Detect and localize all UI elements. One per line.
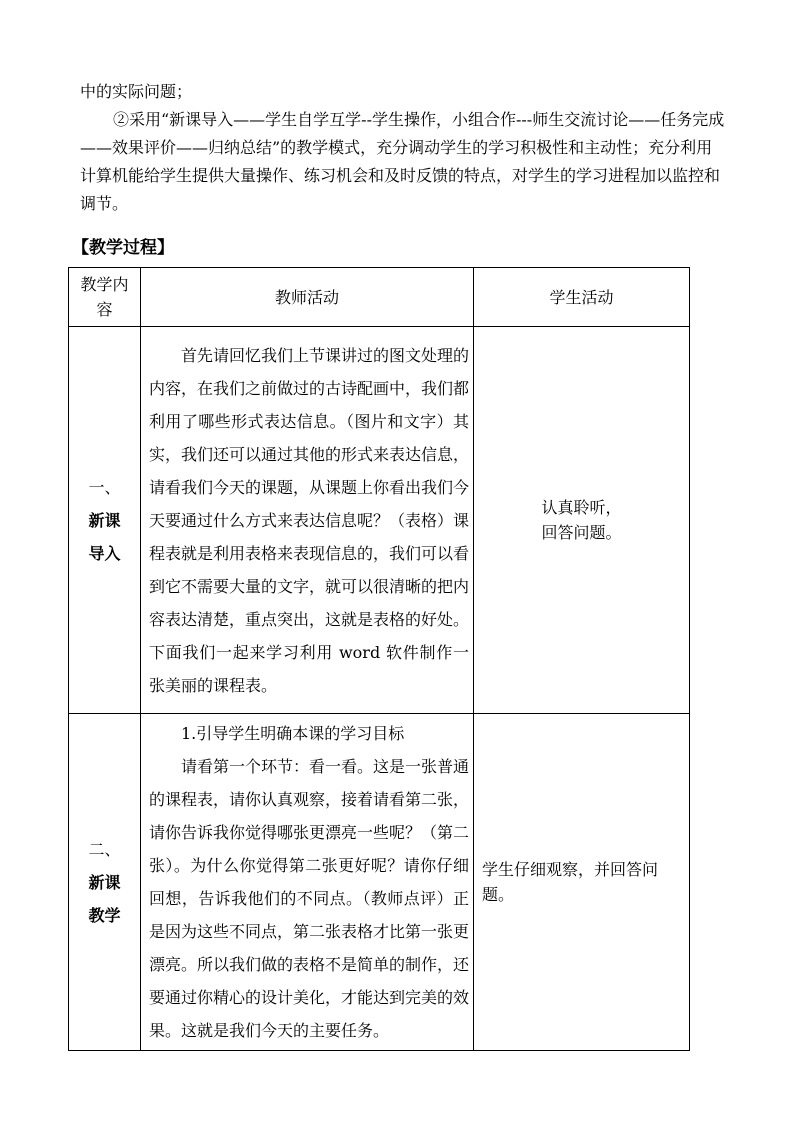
intro-text xyxy=(80,78,728,218)
row-label-teaching xyxy=(69,714,141,1051)
student-activity-cell xyxy=(474,327,690,714)
row-number: 二、 xyxy=(88,839,121,859)
student-activity-line2: 回答问题。 xyxy=(541,523,622,542)
teacher-activity-objective: 1.引导学生明确本课的学习目标 xyxy=(181,724,405,743)
intro-paragraph-2: ②采用“新课导入——学生自学互学--学生操作，小组合作---师生交流讨论——任务完成——效果评价——归纳总结”的教学模式，充分调动学生的学习积极性和主动性；充分利用计算机能给学生提供大量操作、练习机会和及时反馈的特点，对学生的学习进程加以监控和调节。 xyxy=(80,110,725,213)
teacher-activity-text: 首先请回忆我们上节课讲过的图文处理的内容，在我们之前做过的古诗配画中，我们都利用了哪些形式表达信息。（图片和文字）其实，我们还可以通过其他的形式来表达信息，请看我们今天的课题，从课题上你看出我们今天要通过什么方式来表达信息呢？（表格）课程表就是利用表格来表现信息的，我们可以看到它不需要大量的文字，就可以很清晰的把内容表达清楚，重点突出，这就是表格的好处。下面我们一起来学习利用 word 软件制作一张美丽的课程表。 xyxy=(149,345,470,695)
row-number: 一、 xyxy=(88,477,121,497)
header-teaching-content-line2: 容 xyxy=(96,300,113,319)
header-teaching-content-line1: 教学内 xyxy=(80,275,129,294)
table-header-row xyxy=(69,268,690,327)
student-activity-cell: 学生仔细观察，并回答问题。 xyxy=(474,714,690,1051)
teacher-activity-cell xyxy=(141,327,474,714)
section-heading: 【教学过程】 xyxy=(72,238,174,258)
table-row xyxy=(69,714,690,1051)
row-label-line2: 导入 xyxy=(88,543,121,563)
teacher-activity-cell xyxy=(141,714,474,1051)
header-student-activity: 学生活动 xyxy=(474,268,690,327)
header-teaching-content xyxy=(69,268,141,327)
lesson-process-table xyxy=(68,267,690,1051)
row-label-line1: 新课 xyxy=(88,510,121,530)
row-label-intro xyxy=(69,327,141,714)
row-label-line2: 教学 xyxy=(88,905,121,925)
teacher-activity-text: 请看第一个环节：看一看。这是一张普通的课程表，请你认真观察，接着请看第二张，请你告诉我你觉得哪张更漂亮一些呢？（第二张）。为什么你觉得第二张更好呢？请你仔细回想，告诉我他们的不同点。（教师点评）正是因为这些不同点，第二张表格才比第一张更漂亮。所以我们做的表格不是简单的制作，还要通过你精心的设计美化，才能达到完美的效果。这就是我们今天的主要任务。 xyxy=(149,757,470,1040)
student-activity-line1: 认真聆听， xyxy=(541,498,622,517)
table-row xyxy=(69,327,690,714)
intro-line-1: 中的实际问题； xyxy=(80,82,193,101)
row-label-line1: 新课 xyxy=(88,872,121,892)
header-teacher-activity: 教师活动 xyxy=(141,268,474,327)
